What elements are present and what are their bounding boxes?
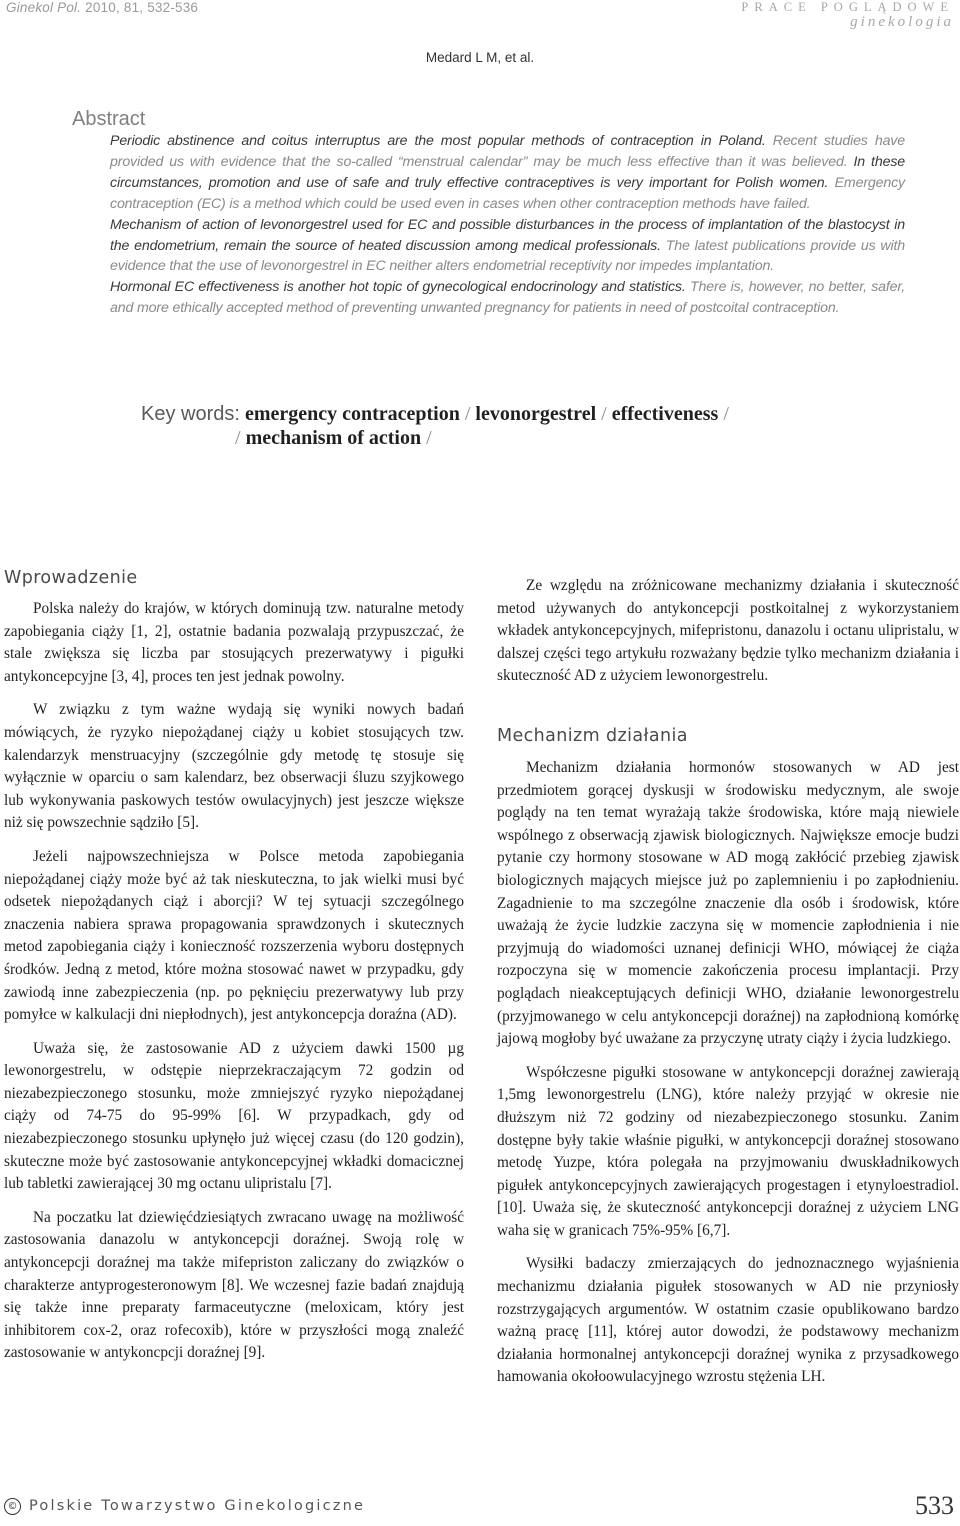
authors: Medard L M, et al. [425, 50, 535, 65]
footer-society [4, 1498, 365, 1515]
journal-name: ginekologia [850, 14, 954, 30]
keywords-label: Key words: [141, 403, 240, 425]
keyword: effectiveness [611, 403, 719, 425]
keyword: levonorgestrel [475, 403, 597, 425]
right-column-mechanism [497, 757, 959, 1389]
body-paragraph: W związku z tym ważne wydają się wyniki nowych badań mówiących, że ryzyko niepożądanej ciąży u kobiet stosujących tzw. kalendarzyk menstruacyjny (szczególnie gdy metodę tę stosuje się wyłącznie w oparciu o sam kalendarz, bez obserwacji śluzu szyjkowego lub wykonywania paskowych testów owulacyjnych) jest jeszcze większe niż się powszechnie sądziło [5]. [4, 701, 464, 832]
abstract-sentence: Recent studies have provided us with evidence that the so-called “menstrual calendar” may be much less effective than it was believed. [110, 133, 905, 170]
abstract-sentence: In these circumstances, promotion and use of safe and truly effective contraceptives is very important for Polish women. [110, 153, 906, 191]
abstract-title: Abstract [72, 108, 146, 130]
abstract-sentence: Periodic abstinence and coitus interruptus are the most popular methods of contraception in Poland. [110, 133, 773, 149]
journal-abbrev: Ginekol Pol. [6, 0, 82, 15]
body-paragraph: Jeżeli najpowszechniejsza w Polsce metoda zapobiegania niepożądanej ciąży może być aż tak nieskuteczna, to jak wielki musi być odsetek niepożądanych ciąż i aborcji? W tej sytuacji szczególnego znaczenia nabiera sprawa propagowania sprawdzonych i skutecznych metod zapobiegania ciąży i konieczność rozszerzenia wyboru dostępnych środków. Jedną z metod, które można stosować nawet w przypadku, gdy zawiodą inne zabezpieczenia (np. po pęknięciu prezerwatywy lub przy pomyłce w kalkulacji dni niepłodnych), jest antykoncepcja doraźna (AD). [4, 847, 464, 1024]
keyword-separator: / [235, 427, 241, 449]
society-name: Polskie Towarzystwo Ginekologiczne [29, 1498, 366, 1514]
keywords [141, 402, 841, 450]
body-paragraph: Na poczatku lat dziewięćdziesiątych zwracano uwagę na możliwość zastosowania danazolu w antykoncepcji doraźnej. Swoją rolę w antykoncepcji doraźnej ma także mifepriston zaliczany do związków o charakterze antyprogesteronowym [8]. We wczesnej fazie badań znajdują się także inne preparaty farmaceutyczne (meloxicam, który jest inhibitorem cox-2, oraz rofecoxib), które w przyszłości mogą znaleźć zastosowanie w antykoncpcji doraźnej [9]. [4, 1208, 464, 1362]
section-title-mechanism: Mechanizm działania [497, 726, 688, 746]
article-category: PRACE POGLĄDOWE [741, 0, 954, 14]
keyword: mechanism of action [245, 427, 422, 449]
abstract-paragraph [110, 131, 905, 215]
body-paragraph: Ze względu na zróżnicowane mechanizmy działania i skuteczność metod używanych do antykoncepcji postkoitalnej z wykorzystaniem wkładek antykoncepcyjnych, mifepristonu, danazolu i octanu ulipristalu, w dalszej części tego artykułu rozważany będzie tylko mechanizm działania i skuteczność AD z użyciem lewonorgestrelu. [497, 577, 959, 685]
left-column [4, 598, 464, 1365]
copyright-icon: © [4, 1498, 21, 1515]
citation: 2010, 81, 532-536 [81, 0, 199, 15]
keyword-separator: / [464, 403, 471, 425]
running-header-journal [741, 0, 954, 31]
body-paragraph: Wysiłki badaczy zmierzających do jednoznacznego wyjaśnienia mechanizmu działania pigułek stosowanych w AD nie przyniosły rozstrzygających argumentów. W ostatnim czasie opublikowano bardzo ważną pracę [11], której autor dowodzi, że podstawowy mechanizm działania hormonalnej antykoncepcji doraźnej wynika z przysadkowego hamowania okołoowulacyjnego wzrostu stężenia LH. [497, 1255, 959, 1386]
keyword-separator: / [601, 403, 607, 425]
abstract-sentence: There is, however, no better, safer, and more ethically accepted method of preventing unwanted pregnancy for patients in need of postcoital contraception. [110, 279, 905, 317]
abstract-sentence: Emergency contraception (EC) is a method which could be used even in cases when other contraception methods have failed. [110, 174, 905, 212]
body-paragraph: Uważa się, że zastosowanie AD z użyciem dawki 1500 µg lewonorgestrelu, w odstępie nieprzekraczającym 72 godzin od niezabezpieczonego stosunku, może zmniejszyć ryzyko niepożądanej ciąży od 74-75 do 95-99% [6]. W przypadkach, gdy od niezabezpieczonego stosunku upłynęło już więcej czasu (do 120 godzin), skuteczne może być zastosowanie antykoncepcyjnej wkładki domacicznej lub tabletki zawierającej 30 mg octanu ulipristalu [7]. [4, 1039, 464, 1193]
running-header-citation [6, 0, 198, 15]
body-paragraph: Współczesne pigułki stosowane w antykoncepcji doraźnej zawierają 1,5mg lewonorgestrelu (LNG), które należy przyjąć w okresie nie dłuższym niż 72 godziny od niezabezpieczonego stosunku. Zanim dostępne były takie właśnie pigułki, w antykoncepcji doraźnej stosowano metodę Yuzpe, która polegała na przyjmowaniu dwuskładnikowych pigułek antykoncepcyjnych zawierających progestagen i etynyloestradiol. [10]. Uważa się, że skuteczność antykoncepcji doraźnej z użyciem LNG waha się w granicach 75%-95% [6,7]. [497, 1063, 959, 1239]
body-paragraph: Polska należy do krajów, w których dominują tzw. naturalne metody zapobiegania ciąży [1, 2], ostatnie badania pozwalają przypuszczać, że stale zwiększa się liczba par stosujących prezerwatywy i pigułki antykoncepcyjne [3, 4], proces ten jest jednak powolny. [4, 600, 464, 685]
keyword-separator: / [426, 427, 432, 449]
body-paragraph: Mechanizm działania hormonów stosowanych w AD jest przedmiotem gorącej dyskusji w środowisku medycznym, ale swoje poglądy na ten temat wyrażają także środowiska, które mają niewiele wspólnego z obserwacją zjawisk biologicznych. Największe emocje budzi pytanie czy hormony stosowane w AD mogą zakłócić przebieg zjawisk biologicznych mających miejsce już po zaplemnieniu i po zapłodnieniu. Zagadnienie to ma szczególne znaczenie dla osób i środowisk, które uważają że życie ludzkie zaczyna się w momencie zapłodnienia i nie przyjmują do wiadomości uznanej definicji WHO, mówiącej że ciąża rozpoczyna się w momencie zakończenia procesu implantacji. Przy poglądach nieakceptujących definicji WHO, działanie lewonorgestrelu (przyjmowanego w celu antykoncepcji doraźnej) na zapłodnioną komórkę jajową mogłoby być uważane za przyczynę utraty ciąży i życia ludzkiego. [497, 759, 959, 1048]
right-column-intro [497, 575, 959, 688]
section-title-intro: Wprowadzenie [4, 568, 138, 588]
abstract-sentence: The latest publications provide us with evidence that the use of levonorgestrel in EC neither alters endometrial receptivity nor impedes implantation. [110, 237, 905, 275]
page-number: 533 [915, 1491, 954, 1520]
abstract-sentence: Mechanism of action of levonorgestrel used for EC and possible disturbances in the process of implantation of the blastocyst in the endometrium, remain the source of heated discussion among medical professionals. [110, 216, 905, 254]
keyword-separator: / [723, 403, 729, 425]
abstract-body [110, 131, 905, 319]
abstract-paragraph [110, 277, 905, 319]
abstract-sentence: Hormonal EC effectiveness is another hot topic of gynecological endocrinology and statistics. [110, 279, 690, 296]
keyword: emergency contraception [244, 403, 460, 425]
abstract-paragraph [110, 215, 905, 278]
